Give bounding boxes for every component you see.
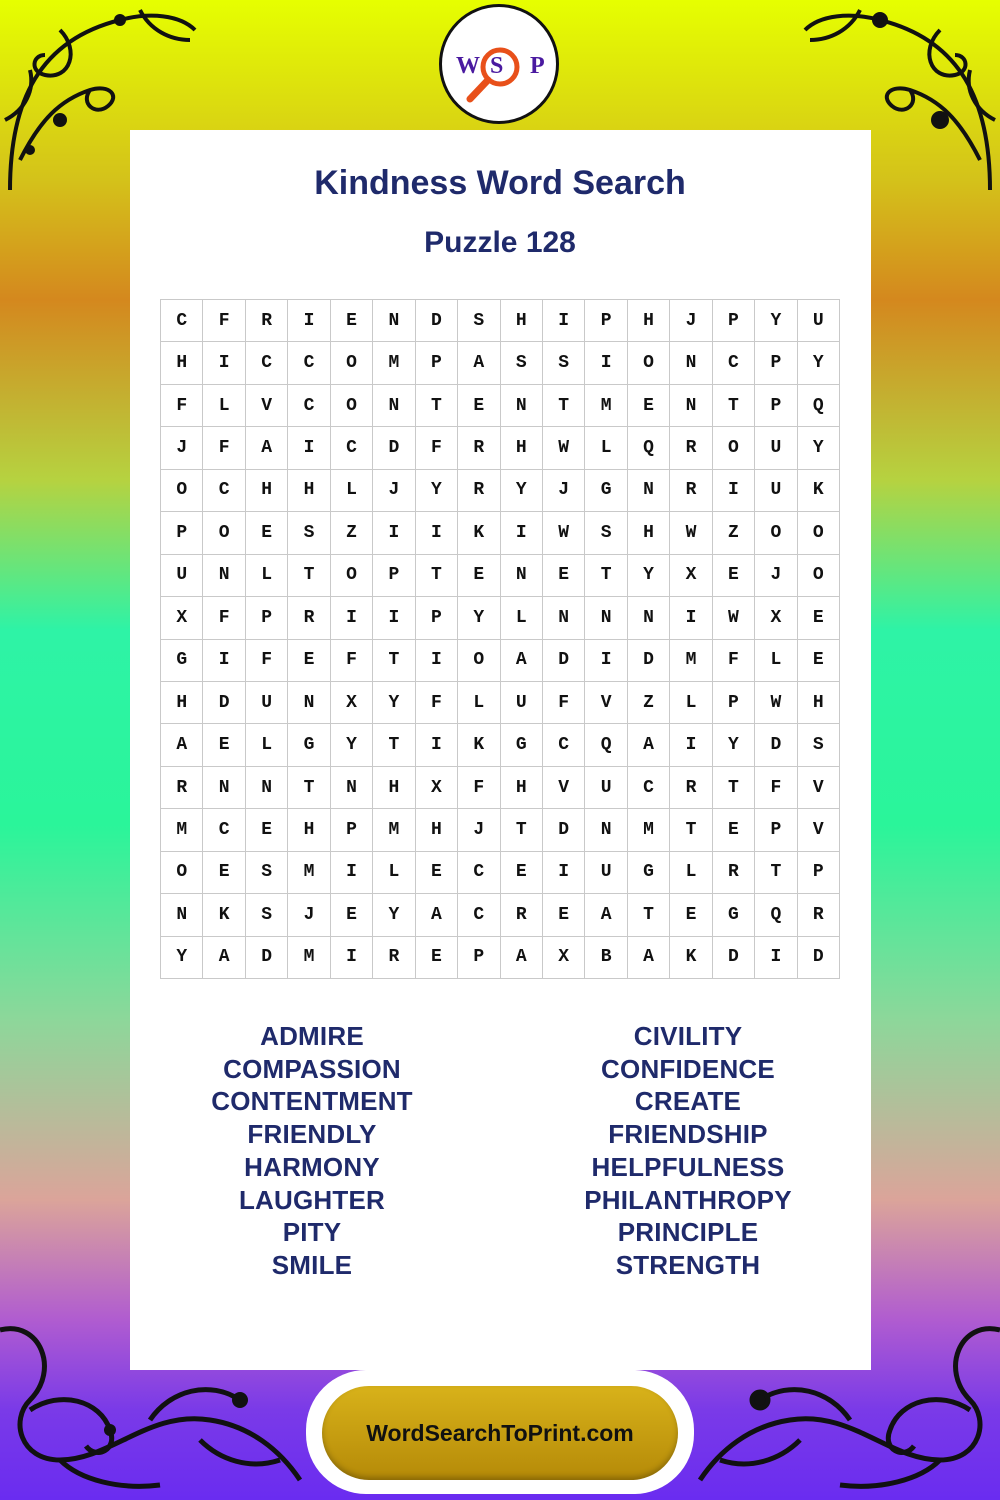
grid-cell: E xyxy=(246,512,288,554)
puzzle-number: Puzzle 128 xyxy=(424,226,576,259)
grid-cell: I xyxy=(670,724,712,766)
grid-cell: I xyxy=(203,640,245,682)
grid-cell: N xyxy=(373,385,415,427)
grid-cell: T xyxy=(416,555,458,597)
word-list-item: HARMONY xyxy=(244,1151,380,1182)
grid-cell: A xyxy=(501,937,543,979)
grid-cell: C xyxy=(713,342,755,384)
word-list-item: STRENGTH xyxy=(615,1249,761,1280)
grid-cell: P xyxy=(713,682,755,724)
grid-cell: M xyxy=(373,809,415,851)
grid-cell: W xyxy=(543,427,585,469)
grid-cell: N xyxy=(501,555,543,597)
grid-cell: X xyxy=(543,937,585,979)
grid-cell: C xyxy=(543,724,585,766)
grid-cell: R xyxy=(373,937,415,979)
grid-cell: Y xyxy=(331,724,373,766)
grid-cell: S xyxy=(501,342,543,384)
grid-cell: E xyxy=(203,852,245,894)
grid-cell: F xyxy=(755,767,797,809)
grid-cell: K xyxy=(203,894,245,936)
grid-cell: C xyxy=(203,470,245,512)
grid-cell: N xyxy=(288,682,330,724)
grid-cell: Q xyxy=(755,894,797,936)
grid-cell: O xyxy=(331,342,373,384)
grid-cell: A xyxy=(585,894,627,936)
grid-cell: O xyxy=(331,555,373,597)
grid-cell: E xyxy=(713,555,755,597)
grid-cell: T xyxy=(713,767,755,809)
grid-cell: A xyxy=(161,724,203,766)
grid-cell: U xyxy=(501,682,543,724)
grid-cell: D xyxy=(416,300,458,342)
grid-cell: F xyxy=(543,682,585,724)
grid-cell: M xyxy=(288,937,330,979)
grid-cell: A xyxy=(628,724,670,766)
grid-cell: I xyxy=(331,937,373,979)
grid-cell: F xyxy=(331,640,373,682)
grid-cell: X xyxy=(161,597,203,639)
grid-cell: K xyxy=(670,937,712,979)
grid-cell: Y xyxy=(755,300,797,342)
word-list-item: CONTENTMENT xyxy=(211,1086,413,1117)
grid-cell: I xyxy=(543,852,585,894)
grid-cell: Y xyxy=(373,894,415,936)
grid-cell: P xyxy=(713,300,755,342)
grid-cell: N xyxy=(628,597,670,639)
grid-cell: C xyxy=(458,894,500,936)
grid-cell: R xyxy=(670,767,712,809)
grid-cell: J xyxy=(161,427,203,469)
grid-cell: H xyxy=(288,470,330,512)
grid-cell: L xyxy=(501,597,543,639)
grid-cell: O xyxy=(458,640,500,682)
word-list-item: FRIENDSHIP xyxy=(608,1119,768,1150)
grid-cell: M xyxy=(288,852,330,894)
logo-letter-p: P xyxy=(530,53,545,79)
grid-cell: F xyxy=(203,597,245,639)
grid-cell: S xyxy=(246,894,288,936)
word-list-item: PRINCIPLE xyxy=(617,1217,759,1248)
grid-cell: J xyxy=(543,470,585,512)
word-list-item: PHILANTHROPY xyxy=(584,1184,792,1215)
grid-cell: M xyxy=(628,809,670,851)
grid-cell: Z xyxy=(713,512,755,554)
grid-cell: W xyxy=(670,512,712,554)
site-link[interactable]: WordSearchToPrint.com xyxy=(322,1386,678,1480)
grid-cell: H xyxy=(628,300,670,342)
grid-cell: I xyxy=(713,470,755,512)
grid-cell: E xyxy=(543,555,585,597)
grid-cell: J xyxy=(373,470,415,512)
grid-cell: H xyxy=(416,809,458,851)
grid-cell: R xyxy=(798,894,840,936)
grid-cell: E xyxy=(246,809,288,851)
grid-cell: Y xyxy=(798,342,840,384)
logo-letter-s: S xyxy=(490,53,504,79)
grid-cell: P xyxy=(161,512,203,554)
grid-cell: D xyxy=(373,427,415,469)
grid-cell: D xyxy=(713,937,755,979)
grid-cell: P xyxy=(331,809,373,851)
grid-cell: T xyxy=(543,385,585,427)
grid-cell: Z xyxy=(628,682,670,724)
grid-cell: T xyxy=(670,809,712,851)
grid-cell: T xyxy=(373,640,415,682)
grid-cell: R xyxy=(288,597,330,639)
grid-cell: L xyxy=(755,640,797,682)
grid-cell: C xyxy=(246,342,288,384)
grid-cell: I xyxy=(331,852,373,894)
grid-cell: T xyxy=(288,767,330,809)
grid-cell: Q xyxy=(585,724,627,766)
grid-cell: H xyxy=(501,300,543,342)
grid-cell: I xyxy=(543,300,585,342)
grid-cell: N xyxy=(670,385,712,427)
grid-cell: N xyxy=(203,555,245,597)
grid-cell: O xyxy=(755,512,797,554)
word-list-item: CIVILITY xyxy=(633,1021,743,1051)
grid-cell: J xyxy=(288,894,330,936)
grid-cell: S xyxy=(288,512,330,554)
grid-cell: D xyxy=(798,937,840,979)
grid-cell: D xyxy=(755,724,797,766)
grid-cell: N xyxy=(373,300,415,342)
grid-cell: P xyxy=(416,597,458,639)
grid-cell: S xyxy=(458,300,500,342)
grid-cell: I xyxy=(373,597,415,639)
grid-cell: H xyxy=(161,682,203,724)
grid-cell: I xyxy=(416,724,458,766)
word-list-item: LAUGHTER xyxy=(238,1184,386,1215)
grid-cell: Z xyxy=(331,512,373,554)
grid-cell: U xyxy=(755,427,797,469)
grid-cell: O xyxy=(161,852,203,894)
grid-cell: O xyxy=(203,512,245,554)
grid-cell: W xyxy=(543,512,585,554)
grid-cell: H xyxy=(798,682,840,724)
grid-cell: E xyxy=(670,894,712,936)
grid-cell: Y xyxy=(161,937,203,979)
grid-cell: R xyxy=(501,894,543,936)
grid-cell: E xyxy=(203,724,245,766)
word-list-item: HELPFULNESS xyxy=(591,1151,785,1182)
grid-cell: U xyxy=(585,852,627,894)
grid-cell: N xyxy=(585,809,627,851)
grid-cell: U xyxy=(246,682,288,724)
grid-cell: C xyxy=(161,300,203,342)
grid-cell: U xyxy=(161,555,203,597)
grid-cell: N xyxy=(246,767,288,809)
grid-cell: N xyxy=(670,342,712,384)
grid-cell: P xyxy=(755,342,797,384)
grid-cell: M xyxy=(373,342,415,384)
grid-cell: M xyxy=(585,385,627,427)
grid-cell: C xyxy=(331,427,373,469)
grid-cell: T xyxy=(501,809,543,851)
page-title: Kindness Word Search xyxy=(314,164,686,202)
grid-cell: L xyxy=(331,470,373,512)
grid-cell: X xyxy=(331,682,373,724)
grid-cell: I xyxy=(416,640,458,682)
grid-cell: E xyxy=(458,385,500,427)
grid-cell: U xyxy=(755,470,797,512)
grid-cell: J xyxy=(670,300,712,342)
grid-cell: T xyxy=(755,852,797,894)
grid-cell: C xyxy=(288,385,330,427)
grid-cell: U xyxy=(585,767,627,809)
grid-cell: D xyxy=(543,640,585,682)
wsp-logo xyxy=(439,4,559,124)
grid-cell: S xyxy=(585,512,627,554)
grid-cell: I xyxy=(203,342,245,384)
grid-cell: F xyxy=(203,300,245,342)
grid-cell: O xyxy=(628,342,670,384)
word-list-right xyxy=(508,1020,868,1282)
grid-cell: T xyxy=(628,894,670,936)
grid-cell: S xyxy=(543,342,585,384)
logo-letter-w: W xyxy=(456,53,480,79)
grid-cell: A xyxy=(416,894,458,936)
grid-cell: C xyxy=(288,342,330,384)
grid-cell: N xyxy=(501,385,543,427)
grid-cell: H xyxy=(373,767,415,809)
grid-cell: R xyxy=(670,427,712,469)
grid-cell: G xyxy=(288,724,330,766)
grid-cell: P xyxy=(458,937,500,979)
grid-cell: P xyxy=(416,342,458,384)
grid-cell: G xyxy=(713,894,755,936)
grid-cell: W xyxy=(755,682,797,724)
grid-cell: F xyxy=(713,640,755,682)
grid-cell: H xyxy=(501,427,543,469)
grid-cell: A xyxy=(628,937,670,979)
grid-cell: I xyxy=(373,512,415,554)
grid-cell: R xyxy=(246,300,288,342)
grid-cell: L xyxy=(670,682,712,724)
grid-cell: S xyxy=(798,724,840,766)
grid-cell: F xyxy=(246,640,288,682)
grid-cell: O xyxy=(798,555,840,597)
grid-cell: D xyxy=(543,809,585,851)
grid-cell: I xyxy=(416,512,458,554)
grid-cell: N xyxy=(628,470,670,512)
grid-cell: P xyxy=(798,852,840,894)
grid-cell: T xyxy=(416,385,458,427)
grid-cell: K xyxy=(798,470,840,512)
grid-cell: O xyxy=(798,512,840,554)
grid-cell: O xyxy=(161,470,203,512)
grid-cell: N xyxy=(543,597,585,639)
grid-cell: W xyxy=(713,597,755,639)
grid-cell: M xyxy=(161,809,203,851)
grid-cell: A xyxy=(458,342,500,384)
grid-cell: E xyxy=(628,385,670,427)
grid-cell: A xyxy=(501,640,543,682)
grid-cell: L xyxy=(373,852,415,894)
grid-cell: V xyxy=(798,809,840,851)
grid-cell: H xyxy=(161,342,203,384)
grid-cell: T xyxy=(713,385,755,427)
grid-cell: F xyxy=(161,385,203,427)
grid-cell: U xyxy=(798,300,840,342)
grid-cell: F xyxy=(203,427,245,469)
grid-cell: J xyxy=(458,809,500,851)
grid-cell: K xyxy=(458,512,500,554)
grid-cell: B xyxy=(585,937,627,979)
grid-cell: T xyxy=(373,724,415,766)
grid-cell: E xyxy=(501,852,543,894)
grid-cell: F xyxy=(416,682,458,724)
grid-cell: P xyxy=(755,385,797,427)
grid-cell: J xyxy=(755,555,797,597)
grid-cell: G xyxy=(161,640,203,682)
grid-cell: N xyxy=(331,767,373,809)
word-list-item: CONFIDENCE xyxy=(601,1053,775,1084)
grid-cell: T xyxy=(288,555,330,597)
grid-cell: G xyxy=(585,470,627,512)
grid-cell: I xyxy=(585,640,627,682)
grid-cell: R xyxy=(713,852,755,894)
grid-cell: X xyxy=(670,555,712,597)
grid-cell: D xyxy=(203,682,245,724)
grid-cell: R xyxy=(458,427,500,469)
grid-cell: E xyxy=(416,937,458,979)
grid-cell: E xyxy=(543,894,585,936)
grid-cell: E xyxy=(458,555,500,597)
grid-cell: O xyxy=(331,385,373,427)
grid-cell: A xyxy=(246,427,288,469)
grid-cell: S xyxy=(246,852,288,894)
grid-cell: G xyxy=(628,852,670,894)
grid-cell: M xyxy=(670,640,712,682)
grid-cell: C xyxy=(203,809,245,851)
grid-cell: E xyxy=(713,809,755,851)
grid-cell: P xyxy=(755,809,797,851)
grid-cell: Y xyxy=(713,724,755,766)
word-list-item: SMILE xyxy=(271,1249,353,1280)
grid-cell: L xyxy=(670,852,712,894)
grid-cell: V xyxy=(798,767,840,809)
grid-cell: P xyxy=(246,597,288,639)
grid-cell: Y xyxy=(373,682,415,724)
word-search-grid xyxy=(160,299,840,979)
grid-cell: V xyxy=(585,682,627,724)
grid-cell: E xyxy=(798,640,840,682)
grid-cell: P xyxy=(373,555,415,597)
grid-cell: E xyxy=(288,640,330,682)
grid-cell: T xyxy=(585,555,627,597)
grid-cell: G xyxy=(501,724,543,766)
grid-cell: H xyxy=(628,512,670,554)
word-list-item: FRIENDLY xyxy=(247,1119,377,1150)
grid-cell: F xyxy=(416,427,458,469)
grid-cell: Y xyxy=(628,555,670,597)
grid-cell: O xyxy=(713,427,755,469)
grid-cell: V xyxy=(246,385,288,427)
grid-cell: L xyxy=(203,385,245,427)
grid-cell: I xyxy=(288,427,330,469)
grid-cell: V xyxy=(543,767,585,809)
grid-cell: K xyxy=(458,724,500,766)
grid-cell: I xyxy=(331,597,373,639)
grid-cell: N xyxy=(203,767,245,809)
grid-cell: I xyxy=(501,512,543,554)
grid-cell: N xyxy=(161,894,203,936)
grid-cell: C xyxy=(628,767,670,809)
word-list-item: CREATE xyxy=(634,1086,742,1117)
grid-cell: E xyxy=(416,852,458,894)
grid-cell: D xyxy=(246,937,288,979)
grid-cell: L xyxy=(246,724,288,766)
grid-cell: N xyxy=(585,597,627,639)
grid-cell: H xyxy=(288,809,330,851)
grid-cell: Y xyxy=(416,470,458,512)
grid-cell: A xyxy=(203,937,245,979)
word-list-item: PITY xyxy=(282,1217,342,1248)
word-list-item: COMPASSION xyxy=(223,1053,401,1084)
grid-cell: F xyxy=(458,767,500,809)
grid-cell: I xyxy=(585,342,627,384)
grid-cell: L xyxy=(585,427,627,469)
grid-cell: I xyxy=(288,300,330,342)
grid-cell: Y xyxy=(501,470,543,512)
grid-cell: I xyxy=(670,597,712,639)
grid-cell: E xyxy=(331,300,373,342)
grid-cell: I xyxy=(755,937,797,979)
grid-cell: X xyxy=(755,597,797,639)
grid-cell: Q xyxy=(628,427,670,469)
grid-cell: H xyxy=(246,470,288,512)
grid-cell: Y xyxy=(458,597,500,639)
grid-cell: L xyxy=(246,555,288,597)
grid-cell: D xyxy=(628,640,670,682)
grid-cell: R xyxy=(458,470,500,512)
word-list-left xyxy=(132,1020,492,1282)
grid-cell: E xyxy=(798,597,840,639)
grid-cell: R xyxy=(670,470,712,512)
grid-cell: X xyxy=(416,767,458,809)
grid-cell: E xyxy=(331,894,373,936)
word-list-item: ADMIRE xyxy=(260,1021,364,1051)
grid-cell: C xyxy=(458,852,500,894)
grid-cell: R xyxy=(161,767,203,809)
grid-cell: Q xyxy=(798,385,840,427)
grid-cell: Y xyxy=(798,427,840,469)
grid-cell: L xyxy=(458,682,500,724)
grid-cell: H xyxy=(501,767,543,809)
grid-cell: P xyxy=(585,300,627,342)
